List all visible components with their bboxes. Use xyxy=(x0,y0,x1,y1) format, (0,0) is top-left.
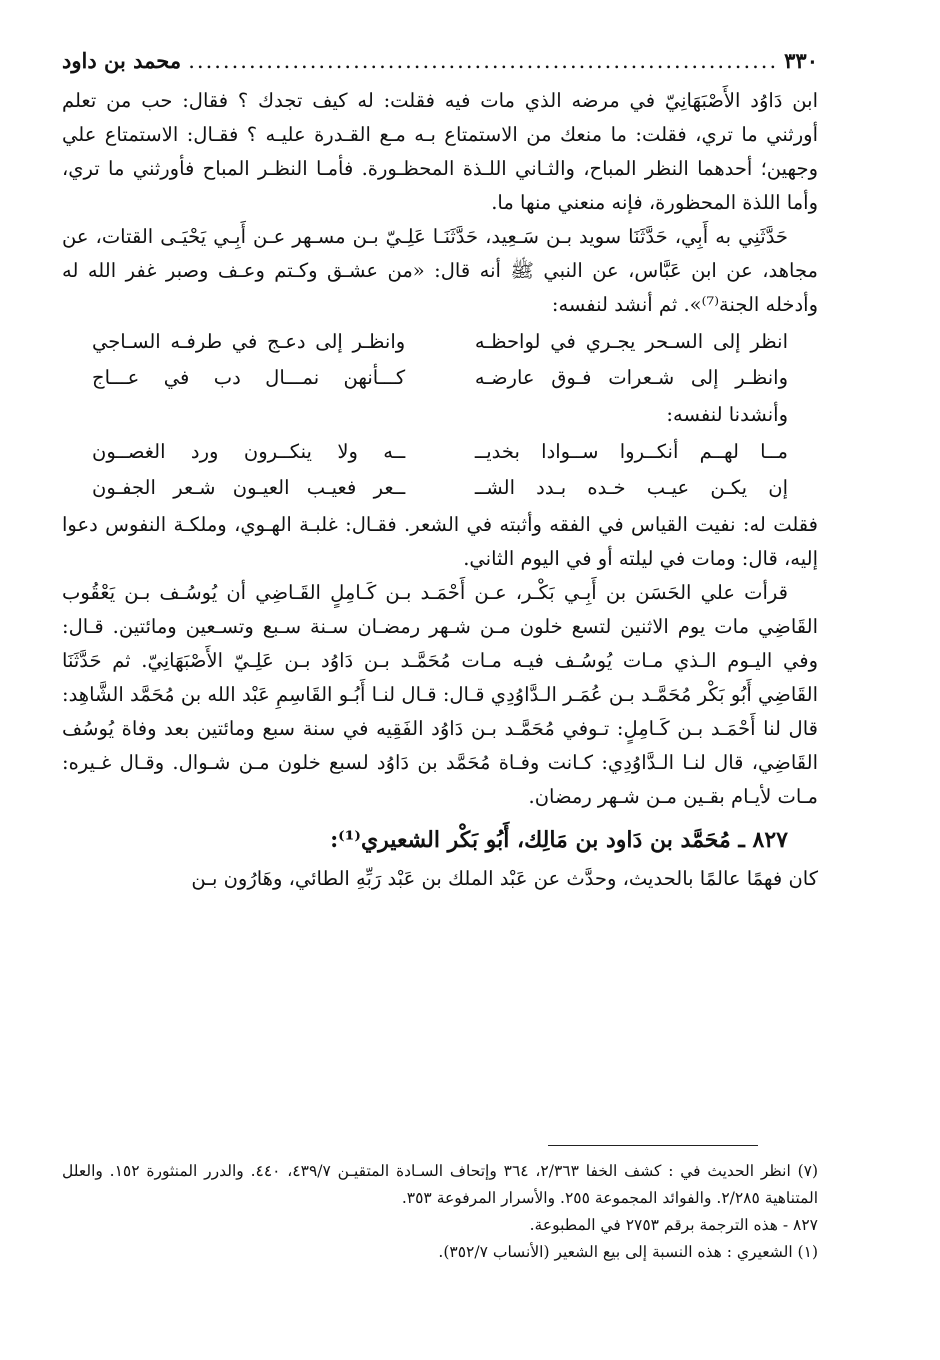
paragraph-2: حَدَّثَنِي به أَبِي، حَدَّثَنَا سويد بـن سَـعِيد، حَدَّثَنَـا عَلِـيّ بـن مسـهر عـن أَبِـي يَحْيَـى القتات، عن مجاهد، عن ابن عَبَّاس، عن النبي ﷺ أنه قال: «من عشـق وكـتم وعـف وصبر غفر الله له وأدخله الجنة⁽⁷⁾». ثم أنشد لنفسه: xyxy=(62,225,818,316)
verse-first-hemistich: وانظـر إلى شـعرات فـوق عارضـه xyxy=(474,366,788,389)
paragraph-1: ابن دَاوُد الأَصْبَهَانِيّ في مرضه الذي مات فيه فقلت: له كيف تجدك ؟ فقال: حب من تعلم أورثني ما تري، فقلت: ما منعك من الاستمتاع بـه مـع القـدرة عليـه ؟ فقـال: الاستمتاع علي وجهين؛ أحدهما النظر المباح، والثـاني اللـذة المحظـورة. فأمـا النظـر المباح فأورثني ما تري، وأما اللذة المحظورة، فإنه منعني منها ما. xyxy=(62,89,818,214)
paragraph-5: قرأت علي الحَسَن بن أَبِـي بَكْـر، عـن أَحْمَـد بـن كَـامِلٍ القَـاضِي أن يُوسُـف بـن يَعْقُوب القَاضِي مات يوم الاثنين لتسع خلون مـن شـهر رمضـان سـنة سـبع وتسـعين ومائتين. قـال: وفي اليـوم الـذي مـات يُوسُـف فيـه مـات مُحَمَّـد بـن دَاوُد بـن عَلِـيّ الأَصْبَهَانِيّ. ثم حَدَّثَنَا القَاضِي أَبُو بَكْر مُحَمَّـد بـن عُمَـر الـدَّاوُدِي قـال: قـال لنـا أَبُـو القَاسِمِ عَبْد الله بن مُحَمَّد الشَّاهِد: قال لنا أَحْمَـد بـن كَـامِلٍ: تـوفي مُحَمَّـد بـن دَاوُد الفَقِيه في سنة سبع ومائتين بعد وفاة يُوسُف القَاضِي، قال لنـا الـدَّاوُدِي: كـانت وفـاة مُحَمَّد بن دَاوُد لسبع خلون مـن شـوال. وقـال غـيره: مـات لأيـام بقـين مـن شـهر رمضان. xyxy=(62,581,818,808)
header-dots-leader xyxy=(187,49,778,73)
verse-second-hemistich: وانظـر إلى دعـج في طرفـه السـاجي xyxy=(92,330,406,353)
footnote-divider xyxy=(548,1145,758,1146)
running-header xyxy=(62,48,818,84)
verse-second-hemistich: ــعر فعيـب العيـون شـعر الجفـون xyxy=(92,476,406,499)
poem-verse xyxy=(62,324,818,360)
book-page xyxy=(62,48,818,1330)
poem-verse xyxy=(62,434,818,470)
poem-verse xyxy=(62,470,818,506)
poem-verse xyxy=(62,360,818,396)
running-title: محمد بن داود xyxy=(62,48,182,73)
page-number: ٣٣٠ xyxy=(784,48,818,73)
footnotes xyxy=(62,1158,818,1266)
verse-first-hemistich: انظر إلى السـحر يجـري في لواحظـه xyxy=(474,330,788,353)
entry-text: كان فهمًا عالمًا بالحديث، وحدَّث عن عَبْد الملك بن عَبْد رَبِّهِ الطائي، وهَارُون بـن xyxy=(191,867,818,890)
verse-second-hemistich: كـــأنهن نمـــال دب في عـــاج xyxy=(92,366,406,389)
entry-title: ٨٢٧ ـ مُحَمَّد بن دَاود بن مَالِك، أَبُو بَكْر الشعيري⁽¹⁾: xyxy=(330,827,788,853)
verse-first-hemistich: مــا لهــم أنكــروا ســوادا بخديــ xyxy=(474,440,788,463)
paragraph-3: وأنشدنا لنفسه: xyxy=(666,403,788,426)
footnote-827: ٨٢٧ - هذه الترجمة برقم ٢٧٥٣ في المطبوعة. xyxy=(529,1216,818,1234)
paragraph-4: فقلت له: نفيت القياس في الفقه وأثبته في الشعر. فقـال: غلبـة الهـوي، وملكـة النفوس دعوا إليه، قال: ومات في ليلته أو في اليوم الثاني. xyxy=(62,513,818,570)
verse-first-hemistich: إن يكـن عيـب خـده بـدد الشــ xyxy=(474,476,788,499)
poem-1 xyxy=(62,324,818,396)
footnote-1: (١) الشعيري : هذه النسبة إلى بيع الشعير (الأنساب ٣٥٢/٧). xyxy=(438,1243,818,1261)
verse-second-hemistich: ــه ولا ينكــرون ورد الغصــون xyxy=(92,440,406,463)
footnote-7: (٧) انظر الحديث في : كشف الخفا ٢/٣٦٣، ٣٦٤ وإتحاف السـادة المتقيـن ٤٣٩/٧، ٤٤٠. والدرر المنثورة ١٥٢. والعلل المتناهية ٢/٢٨٥. والفوائد المجموعة ٢٥٥. والأسرار المرفوعة ٣٥٣. xyxy=(62,1162,819,1207)
poem-2 xyxy=(62,434,818,506)
